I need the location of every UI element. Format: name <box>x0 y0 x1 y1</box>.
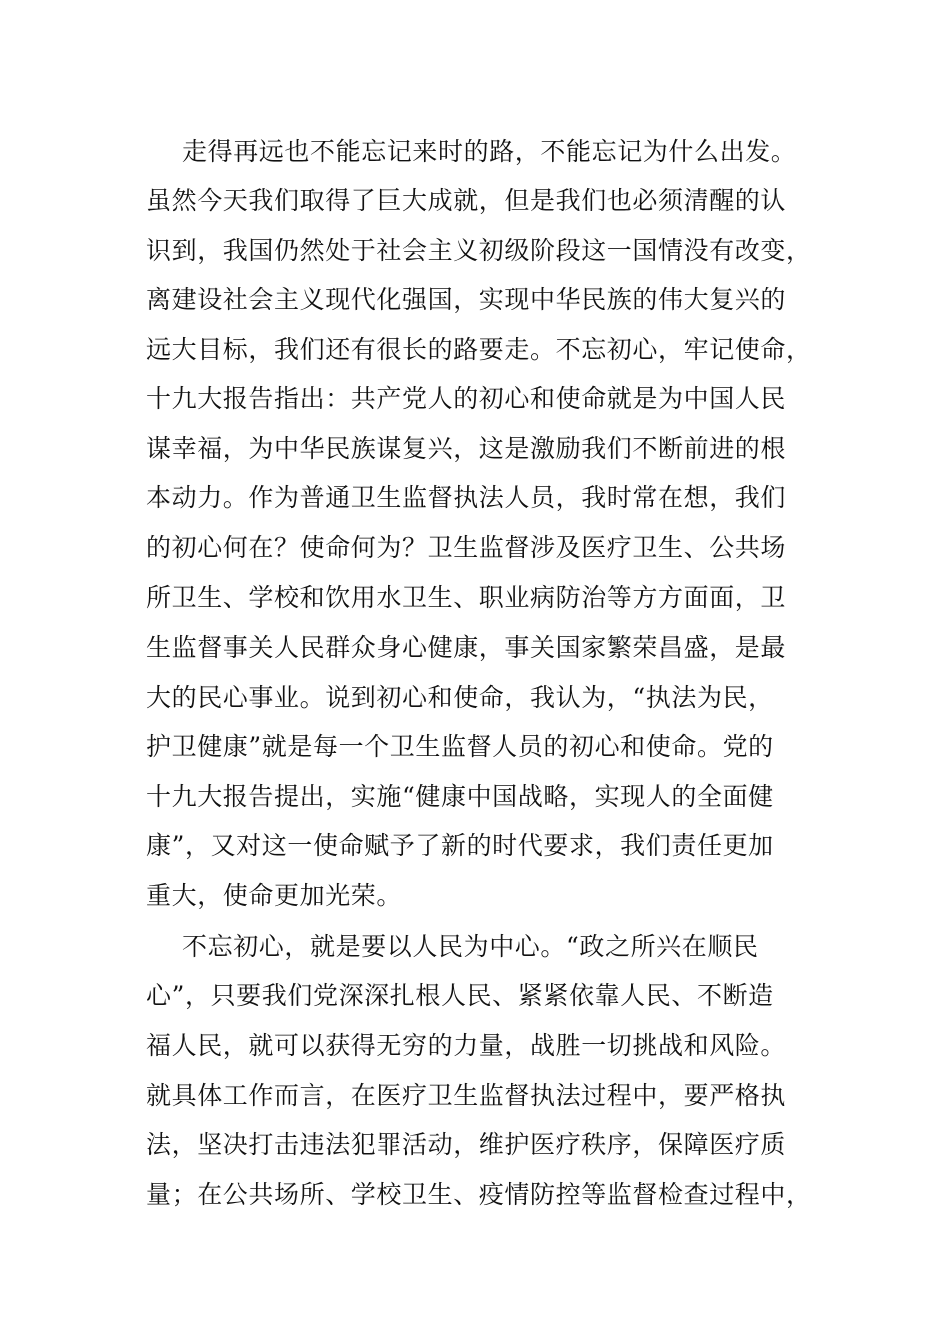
text-line: 心”，只要我们党深深扎根人民、紧紧依靠人民、不断造 <box>146 981 774 1010</box>
text-line: 虽然今天我们取得了巨大成就，但是我们也必须清醒的认 <box>146 186 787 215</box>
text-line: 量；在公共场所、学校卫生、疫情防控等监督检查过程中， <box>146 1180 812 1209</box>
text-line: 康”，又对这一使命赋予了新的时代要求，我们责任更加 <box>146 831 774 860</box>
text-line: 本动力。作为普通卫生监督执法人员，我时常在想，我们 <box>146 483 787 512</box>
text-line: 走得再远也不能忘记来时的路，不能忘记为什么出发。 <box>182 137 797 166</box>
text-line: 不忘初心，就是要以人民为中心。“政之所兴在顺民 <box>182 932 759 961</box>
text-line: 重大，使命更加光荣。 <box>146 881 403 910</box>
text-line: 的初心何在？使命何为？卫生监督涉及医疗卫生、公共场 <box>146 533 787 562</box>
text-line: 离建设社会主义现代化强国，实现中华民族的伟大复兴的 <box>146 285 787 314</box>
text-line: 谋幸福，为中华民族谋复兴，这是激励我们不断前进的根 <box>146 434 787 463</box>
text-line: 福人民，就可以获得无穷的力量，战胜一切挑战和风险。 <box>146 1031 787 1060</box>
text-line: 所卫生、学校和饮用水卫生、职业病防治等方方面面，卫 <box>146 583 787 612</box>
text-line: 护卫健康”就是每一个卫生监督人员的初心和使命。党的 <box>146 732 774 761</box>
text-line: 远大目标，我们还有很长的路要走。不忘初心，牢记使命， <box>146 335 812 364</box>
text-line: 十九大报告提出，实施“健康中国战略，实现人的全面健 <box>146 782 774 811</box>
text-line: 生监督事关人民群众身心健康，事关国家繁荣昌盛，是最 <box>146 633 787 662</box>
text-line: 法，坚决打击违法犯罪活动，维护医疗秩序，保障医疗质 <box>146 1130 787 1159</box>
text-line: 十九大报告指出：共产党人的初心和使命就是为中国人民 <box>146 384 787 413</box>
text-line: 识到，我国仍然处于社会主义初级阶段这一国情没有改变， <box>146 236 812 265</box>
text-line: 就具体工作而言，在医疗卫生监督执法过程中，要严格执 <box>146 1081 787 1110</box>
text-line: 大的民心事业。说到初心和使命，我认为，“执法为民， <box>146 683 774 712</box>
